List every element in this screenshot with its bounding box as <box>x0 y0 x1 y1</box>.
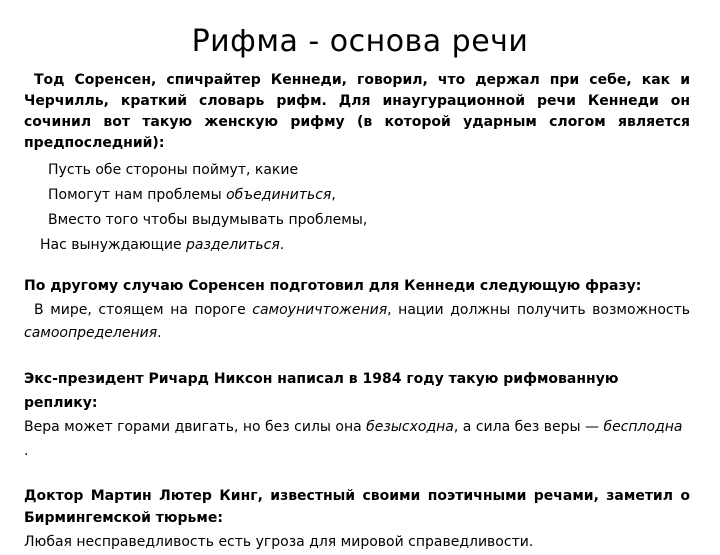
section2-text <box>24 299 690 345</box>
section3-emphasis-2: бесплодна <box>603 419 683 435</box>
section3-text-a: Вера может горами двигать, но без силы она <box>24 419 367 435</box>
section3-heading: Экс-президент Ричард Никсон написал в 1984 году такую рифмованную реплику: <box>24 371 619 411</box>
section4-text: Любая несправедливость есть угроза для мировой справедливости. <box>24 534 534 550</box>
section3-text-e: . <box>24 443 29 459</box>
section3-text-c: , а сила без веры — <box>453 419 604 435</box>
section2-text-e: . <box>157 325 162 341</box>
section3-text <box>24 415 690 463</box>
slide-title: Рифма - основа речи <box>191 24 529 59</box>
section2-emphasis-1: самоуничтожения <box>252 302 388 318</box>
poem-line-3 <box>24 208 690 233</box>
section2-text-c: , нации должны получить возможность <box>387 302 690 318</box>
slide-body <box>24 70 690 555</box>
intro-paragraph: Тод Соренсен, спичрайтер Кеннеди, говорил, что держал при себе, как и Черчилль, краткий словарь рифм. Для инаугурационной речи Кеннеди он сочинил вот такую женскую рифму (в которой ударным слогом является предпоследний): <box>24 72 690 151</box>
section4-heading: Доктор Мартин Лютер Кинг, известный своими поэтичными речами, заметил о Бирмингемской тюрьме: <box>24 488 690 526</box>
poem-line-4-emphasis: разделиться <box>186 237 280 253</box>
poem-line-2 <box>24 183 690 208</box>
poem-line-1 <box>24 158 690 183</box>
poem-line-3-text: Вместо того чтобы выдумывать проблемы, <box>48 212 368 228</box>
poem-line-4-punct: . <box>279 237 285 253</box>
section2-emphasis-2: самоопределения <box>24 325 158 341</box>
poem-line-4-text: Нас вынуждающие <box>40 237 187 253</box>
poem-line-2-text: Помогут нам проблемы <box>48 187 227 203</box>
section3-emphasis-1: безысходна <box>366 419 454 435</box>
poem-line-2-emphasis: объединиться <box>226 187 332 203</box>
section2-text-a: В мире, стоящем на пороге <box>34 302 253 318</box>
poem-line-2-punct: , <box>331 187 336 203</box>
poem-line-1-text: Пусть обе стороны поймут, какие <box>48 162 299 178</box>
poem-line-4 <box>24 233 690 258</box>
poem <box>24 158 690 258</box>
section2-heading: По другому случаю Соренсен подготовил для Кеннеди следующую фразу: <box>24 278 642 294</box>
